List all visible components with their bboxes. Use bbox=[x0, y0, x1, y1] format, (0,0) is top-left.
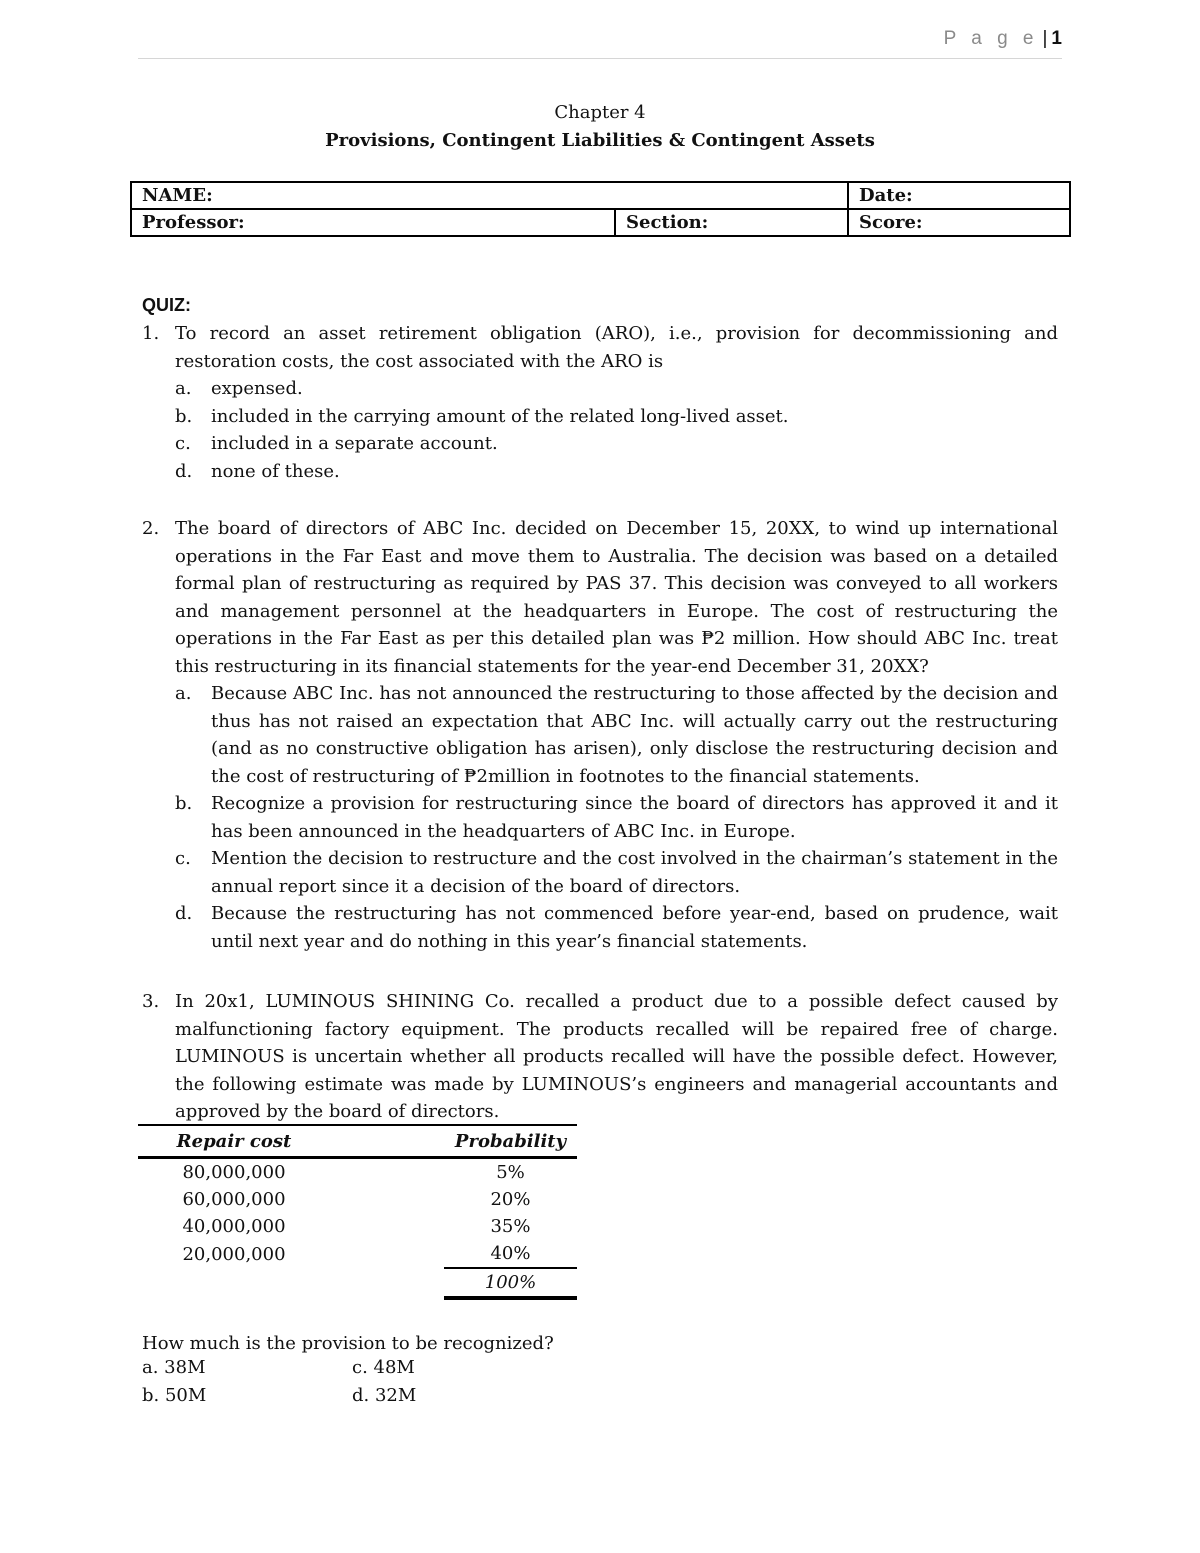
section-cell: Section: bbox=[615, 209, 848, 236]
option-d bbox=[175, 900, 1058, 955]
option-c bbox=[175, 430, 1058, 458]
answer-choice-b: b. 50M bbox=[142, 1385, 207, 1406]
page-number: 1 bbox=[1051, 28, 1062, 49]
table-row bbox=[138, 1186, 577, 1213]
repair-cost-value: 20,000,000 bbox=[182, 1243, 286, 1265]
header-divider bbox=[138, 58, 1062, 59]
name-cell: NAME: bbox=[131, 182, 848, 209]
answer-choice-a: a. 38M bbox=[142, 1357, 206, 1378]
question-3 bbox=[142, 988, 1058, 1126]
date-cell: Date: bbox=[848, 182, 1070, 209]
chapter-subtitle: Provisions, Contingent Liabilities & Contingent Assets bbox=[325, 130, 875, 151]
provision-question: How much is the provision to be recognized? bbox=[142, 1333, 554, 1354]
question-stem: In 20x1, LUMINOUS SHINING Co. recalled a product due to a possible defect caused by malfunctioning factory equipment. The products recalled will be repaired free of charge. LUMINOUS is uncertain whether all products recalled will have the possible defect. However, the following estimate was made by LUMINOUS’s engineers and managerial accountants and approved by the board of directors. bbox=[175, 991, 1058, 1122]
answer-choice-c: c. 48M bbox=[352, 1357, 415, 1378]
option-letter: b. bbox=[175, 405, 193, 427]
repair-cost-value: 60,000,000 bbox=[182, 1189, 286, 1210]
option-a bbox=[175, 680, 1058, 790]
option-text: included in a separate account. bbox=[211, 433, 498, 454]
question-number: 2. bbox=[142, 518, 160, 539]
probability-total: 100% bbox=[444, 1268, 577, 1298]
option-text: Mention the decision to restructure and the cost involved in the chairman’s statement in the annual report since it a decision of the board of directors. bbox=[211, 848, 1058, 897]
option-letter: d. bbox=[175, 903, 193, 924]
student-info-table bbox=[130, 181, 1071, 237]
option-letter: b. bbox=[175, 793, 193, 814]
option-a bbox=[175, 375, 1058, 403]
probability-header: Probability bbox=[444, 1125, 577, 1158]
option-text: Because the restructuring has not commenced before year-end, based on prudence, wait until next year and do nothing in this year’s financial statements. bbox=[211, 903, 1058, 952]
table-row bbox=[138, 1158, 577, 1187]
question-1 bbox=[142, 320, 1058, 485]
option-b bbox=[175, 790, 1058, 845]
page-separator: | bbox=[1042, 28, 1048, 49]
option-text: Because ABC Inc. has not announced the restructuring to those affected by the decision and thus has not raised an expectation that ABC Inc. will actually carry out the restructuring (and as no constructive obligation has arisen), only disclose the restructuring decision and the cost of restructuring of ₱2million in footnotes to the financial statements. bbox=[211, 683, 1058, 787]
total-row bbox=[138, 1268, 577, 1298]
probability-value: 35% bbox=[490, 1216, 531, 1237]
repair-cost-value: 80,000,000 bbox=[182, 1162, 286, 1183]
repair-cost-header: Repair cost bbox=[138, 1125, 330, 1158]
option-letter: d. bbox=[175, 460, 193, 482]
option-text: none of these. bbox=[211, 460, 340, 482]
quiz-label: QUIZ: bbox=[142, 295, 191, 315]
question-number: 1. bbox=[142, 323, 160, 344]
option-text: Recognize a provision for restructuring since the board of directors has approved it and it has been announced in the headquarters of ABC Inc. in Europe. bbox=[211, 793, 1058, 842]
repair-cost-value: 40,000,000 bbox=[182, 1216, 286, 1237]
option-text: included in the carrying amount of the related long-lived asset. bbox=[211, 405, 789, 427]
question-stem: To record an asset retirement obligation (ARO), i.e., provision for decommissioning and restoration costs, the cost associated with the ARO is bbox=[175, 323, 1058, 372]
professor-cell: Professor: bbox=[131, 209, 615, 236]
option-c bbox=[175, 845, 1058, 900]
probability-value: 5% bbox=[496, 1162, 525, 1183]
option-letter: c. bbox=[175, 433, 191, 454]
page-label: P a g e bbox=[943, 28, 1039, 49]
table-row bbox=[138, 1240, 577, 1268]
question-stem: The board of directors of ABC Inc. decided on December 15, 20XX, to wind up international operations in the Far East and move them to Australia. The decision was based on a detailed formal plan of restructuring as required by PAS 37. This decision was conveyed to all workers and management personnel at the headquarters in Europe. The cost of restructuring the operations in the Far East as per this detailed plan was ₱2 million. How should ABC Inc. treat this restructuring in its financial statements for the year-end December 31, 20XX? bbox=[175, 518, 1058, 677]
score-cell: Score: bbox=[848, 209, 1070, 236]
answer-choice-d: d. 32M bbox=[352, 1385, 417, 1406]
repair-cost-table bbox=[138, 1124, 577, 1300]
page-number-header bbox=[800, 28, 1062, 50]
option-letter: a. bbox=[175, 378, 192, 399]
option-letter: a. bbox=[175, 683, 192, 704]
probability-value: 20% bbox=[490, 1189, 531, 1210]
option-letter: c. bbox=[175, 848, 191, 869]
probability-value: 40% bbox=[444, 1240, 577, 1268]
table-row bbox=[138, 1213, 577, 1240]
option-b bbox=[175, 403, 1058, 431]
chapter-title: Chapter 4 bbox=[554, 102, 646, 123]
question-2 bbox=[142, 515, 1058, 955]
question-number: 3. bbox=[142, 991, 160, 1012]
option-d bbox=[175, 458, 1058, 486]
option-text: expensed. bbox=[211, 378, 303, 399]
